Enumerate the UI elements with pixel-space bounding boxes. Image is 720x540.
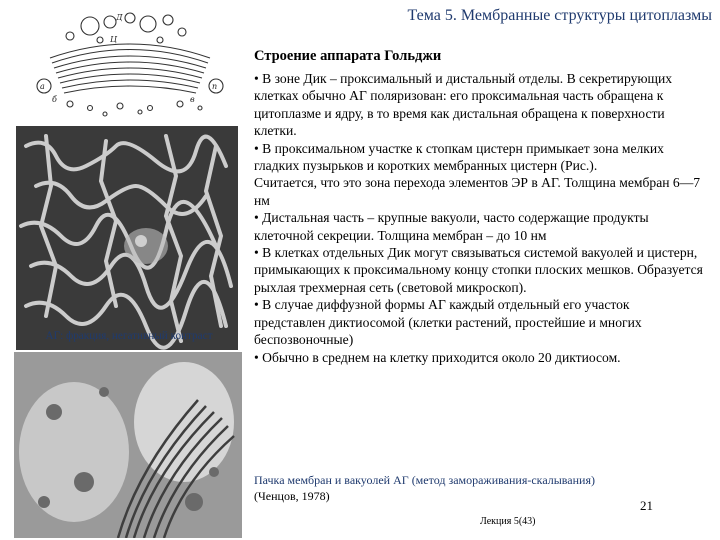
paragraph-zones: • В зоне Дик – проксимальный и дистальный отделы. В секретирующих клетках обычно АГ поляризован: его проксимальная часть обращена к цитоплазме и ядру, в то время как дистальная обращена к поверхности клетки. bbox=[254, 71, 673, 139]
diagram-label-a: а bbox=[40, 82, 45, 91]
diagram-label-b: б bbox=[52, 95, 57, 104]
paragraph-count: • Обычно в среднем на клетку приходится около 20 диктиосом. bbox=[254, 349, 621, 365]
paragraph-distal: • Дистальная часть – крупные вакуоли, часто содержащие продукты клеточной секреции. Толщина мембран – до 10 нм bbox=[254, 210, 649, 243]
membrane-stack-micrograph bbox=[14, 352, 242, 538]
membrane-stack-caption-line1: Пачка мембран и вакуолей АГ (метод замораживания-скалывания) bbox=[254, 473, 595, 487]
diagram-label-p: п bbox=[212, 82, 218, 91]
diagram-label-ts: Ц bbox=[110, 35, 117, 44]
paragraph-diffuse: • В случае диффузной формы АГ каждый отдельный его участок представлен диктиосомой (клетки растений, простейшие и многих беспозвоночные) bbox=[254, 297, 642, 348]
section-subtitle: Строение аппарата Гольджи bbox=[254, 48, 442, 64]
membrane-stack-caption-line2: (Ченцов, 1978) bbox=[254, 489, 330, 503]
diagram-label-d: Д bbox=[116, 13, 123, 22]
paragraph-transition: Считается, что это зона перехода элементов ЭР в АГ. Толщина мембран 6—7 нм bbox=[254, 175, 701, 208]
lecture-label: Лекция 5(43) bbox=[480, 516, 536, 527]
membrane-stack-caption bbox=[254, 472, 704, 504]
slide-title: Тема 5. Мембранные структуры цитоплазмы bbox=[407, 7, 712, 24]
golgi-diagram bbox=[30, 8, 230, 120]
paragraph-proximal: • В проксимальном участке к стопкам цистерн примыкает зона мелких гладких пузырьков и коротких мембранных цистерн (Рис.). bbox=[254, 140, 664, 174]
afg-fraction-caption: АГ: фракция, негативный контраст bbox=[45, 330, 213, 342]
page-number: 21 bbox=[640, 498, 653, 513]
diagram-label-v: в bbox=[190, 95, 195, 104]
golgi-network-micrograph bbox=[16, 126, 238, 350]
body-text bbox=[254, 70, 704, 366]
paragraph-network: • В клетках отдельных Дик могут связываться системой вакуолей и цистерн, примыкающих к проксимальному концу стопки плоских мешков. Образуется рыхлая трехмерная сеть (световой микроскоп). bbox=[254, 245, 703, 295]
